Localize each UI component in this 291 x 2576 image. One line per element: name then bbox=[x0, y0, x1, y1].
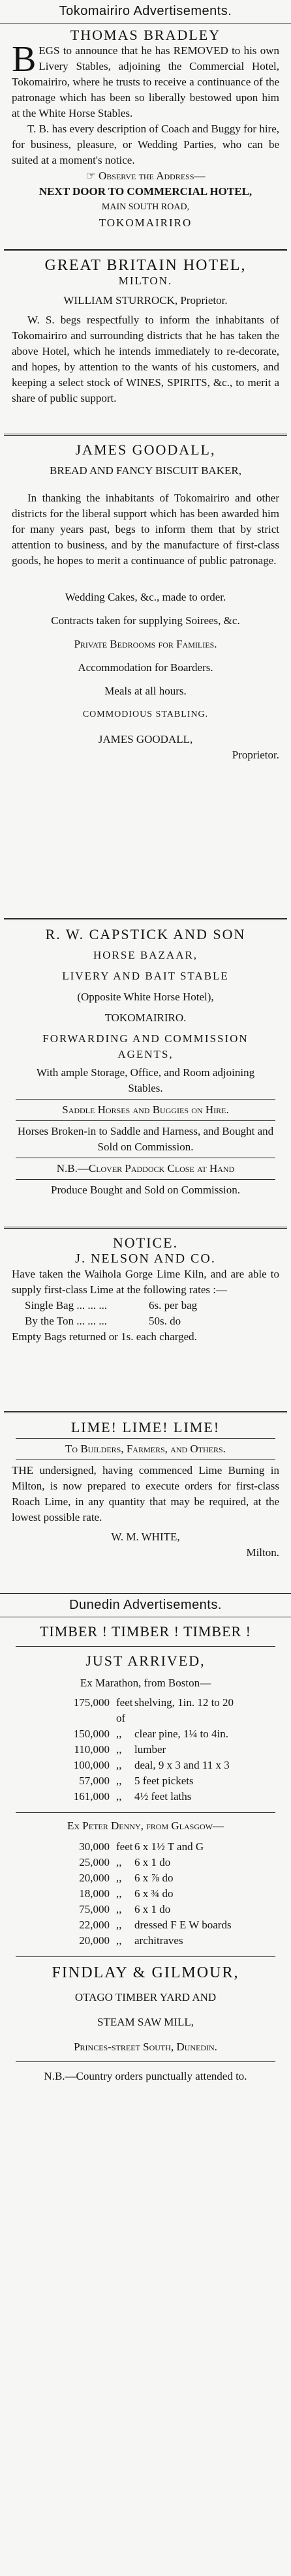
timber-row bbox=[12, 1789, 279, 1805]
timber-unit: feet bbox=[116, 1840, 133, 1853]
address-line: TOKOMAIRIRO bbox=[99, 217, 192, 229]
timber-item: lumber bbox=[134, 1743, 166, 1756]
timber-item: 6 x 1 do bbox=[134, 1856, 171, 1868]
timber-qty: 57,000 bbox=[79, 1775, 110, 1787]
timber-qty: 18,000 bbox=[79, 1887, 110, 1900]
ad-findlay-gilmour bbox=[0, 1617, 291, 2251]
divider bbox=[4, 1227, 287, 1229]
timber-row bbox=[12, 1773, 279, 1789]
timber-qty: 175,000 bbox=[73, 1696, 110, 1709]
timber-qty: 110,000 bbox=[74, 1743, 110, 1756]
ad-line: LIVERY AND BAIT STABLE bbox=[62, 970, 229, 982]
ad-line: Saddle Horses and Buggies on Hire. bbox=[62, 1103, 229, 1116]
ad-body: Have taken the Waihola Gorge Lime Kiln, and are able to supply first-class Lime at the following rates :— bbox=[12, 1268, 279, 1296]
ad-line: (Opposite White Horse Hotel), bbox=[77, 991, 214, 1003]
timber-unit: ,, bbox=[116, 1743, 122, 1756]
ad-proprietor: WILLIAM STURROCK, Proprietor. bbox=[63, 294, 228, 307]
ad-line: With ample Storage, Office, and Room adjoining Stables. bbox=[36, 1066, 255, 1094]
ad-title: LIME! LIME! LIME! bbox=[70, 1419, 221, 1435]
divider bbox=[4, 918, 287, 920]
timber-unit: ,, bbox=[116, 1919, 122, 1931]
ad-signature-place: Milton. bbox=[246, 1546, 279, 1559]
timber-qty: 25,000 bbox=[79, 1856, 110, 1868]
timber-item: clear pine, 1¼ to 4in. bbox=[134, 1728, 228, 1740]
timber-row bbox=[12, 1839, 279, 1855]
ad-line: Wedding Cakes, &c., made to order. bbox=[65, 591, 226, 603]
timber-qty: 20,000 bbox=[79, 1872, 110, 1884]
timber-row bbox=[12, 1855, 279, 1870]
ad-body: W. S. begs respectfully to inform the inhabitants of Tokomairiro and surrounding districts that he has taken the above Hotel, which he intends immediately to re-decorate, and hopes, by attention to the wants of his customers, and keeping a select stock of WINES, SPIRITS, &c., to merit a share of public support. bbox=[12, 314, 279, 404]
ad-headline: TIMBER ! TIMBER ! TIMBER ! bbox=[39, 1623, 252, 1640]
timber-unit: ,, bbox=[116, 1759, 122, 1771]
ad-trade: BREAD AND FANCY BISCUIT BAKER, bbox=[50, 464, 241, 477]
ad-title: GREAT BRITAIN HOTEL, bbox=[44, 257, 247, 274]
ad-body: T. B. has every description of Coach and Buggy for hire, for business, pleasure, or Wedding Parties, who can be suited at a moment's notice. bbox=[12, 123, 279, 166]
ad-place: MILTON. bbox=[118, 275, 173, 287]
timber-qty: 20,000 bbox=[79, 1934, 110, 1947]
ad-body: THE undersigned, having commenced Lime Burning in Milton, is now prepared to execute orders for first-class Roach Lime, in any quantity that may be required, at the lowest possible rate. bbox=[12, 1464, 279, 1523]
timber-unit: feet of bbox=[116, 1696, 133, 1724]
timber-row bbox=[12, 1758, 279, 1773]
ad-nelson bbox=[0, 1231, 291, 1409]
timber-item: 4½ feet laths bbox=[134, 1790, 192, 1803]
divider bbox=[4, 434, 287, 436]
divider bbox=[16, 1438, 275, 1439]
ad-firm: FINDLAY & GILMOUR, bbox=[52, 1964, 239, 1981]
ad-james-goodall bbox=[0, 438, 291, 916]
ad-signature: W. M. WHITE, bbox=[111, 1531, 180, 1543]
timber-qty: 22,000 bbox=[79, 1919, 110, 1931]
section-header-tokomairiro: Tokomairiro Advertisements. bbox=[0, 0, 291, 23]
ad-line: Accommodation for Boarders. bbox=[78, 661, 213, 674]
timber-unit: ,, bbox=[116, 1934, 122, 1947]
ad-line: N.B.—Clover Paddock Close at Hand bbox=[56, 1162, 235, 1175]
timber-unit: ,, bbox=[116, 1887, 122, 1900]
ad-ship: Ex Marathon, from Boston— bbox=[80, 1677, 211, 1689]
timber-unit: ,, bbox=[116, 1872, 122, 1884]
timber-qty: 30,000 bbox=[79, 1840, 110, 1853]
address-line: MAIN SOUTH ROAD, bbox=[101, 202, 190, 212]
ad-title: J. NELSON AND CO. bbox=[75, 1251, 216, 1266]
ad-signature-role: Proprietor. bbox=[232, 749, 279, 761]
divider bbox=[16, 1179, 275, 1180]
timber-item: 6 x 1 do bbox=[134, 1903, 171, 1915]
timber-qty: 75,000 bbox=[79, 1903, 110, 1915]
divider bbox=[16, 1646, 275, 1647]
ad-line: Contracts taken for supplying Soirees, &c. bbox=[51, 614, 240, 627]
ad-line: OTAGO TIMBER YARD AND bbox=[74, 1991, 217, 2003]
ad-title: R. W. CAPSTICK AND SON bbox=[45, 926, 246, 942]
timber-row bbox=[12, 1886, 279, 1902]
ad-line: TOKOMAIRIRO. bbox=[104, 1011, 187, 1024]
timber-qty: 161,000 bbox=[73, 1790, 110, 1803]
timber-list-marathon bbox=[12, 1695, 279, 1805]
ad-ship: Ex Peter Denny, from Glasgow— bbox=[67, 1820, 224, 1832]
ad-wm-white bbox=[0, 1416, 291, 1593]
ad-subtitle: To Builders, Farmers, and Others. bbox=[65, 1443, 226, 1455]
rate-row: Single Bag ... ... ... 6s. per bag bbox=[25, 1299, 198, 1311]
timber-row bbox=[12, 1933, 279, 1949]
timber-item: 5 feet pickets bbox=[134, 1775, 194, 1787]
timber-item: dressed F E W boards bbox=[134, 1919, 232, 1931]
timber-item: 6 x ⅞ do bbox=[134, 1872, 174, 1884]
timber-row bbox=[12, 1870, 279, 1886]
ad-line: Meals at all hours. bbox=[104, 685, 187, 697]
rate-row: By the Ton ... ... ... 50s. do bbox=[25, 1315, 181, 1327]
timber-item: architraves bbox=[134, 1934, 183, 1947]
timber-row bbox=[12, 1917, 279, 1933]
timber-item: shelving, 1in. 12 to 20 bbox=[134, 1696, 234, 1709]
timber-unit: ,, bbox=[116, 1856, 122, 1868]
ad-title: THOMAS BRADLEY bbox=[70, 27, 221, 43]
timber-row bbox=[12, 1742, 279, 1758]
ad-arrived: JUST ARRIVED, bbox=[85, 1653, 206, 1669]
ad-address: Princes-street South, Dunedin. bbox=[74, 2041, 217, 2053]
timber-unit: ,, bbox=[116, 1728, 122, 1740]
ad-line: Private Bedrooms for Families. bbox=[74, 638, 217, 650]
divider bbox=[16, 1812, 275, 1813]
timber-row bbox=[12, 1695, 279, 1726]
ad-line: Horses Broken-in to Saddle and Harness, and Bought and Sold on Commission. bbox=[17, 1125, 274, 1153]
ad-line: STEAM SAW MILL, bbox=[97, 2016, 194, 2028]
ad-line: COMMODIOUS STABLING. bbox=[82, 710, 209, 719]
ad-capstick bbox=[0, 923, 291, 1224]
divider bbox=[4, 249, 287, 251]
timber-unit: ,, bbox=[116, 1775, 122, 1787]
divider bbox=[16, 1099, 275, 1100]
timber-item: 6 x 1½ T and G bbox=[134, 1840, 204, 1853]
timber-unit: ,, bbox=[116, 1790, 122, 1803]
timber-row bbox=[12, 1726, 279, 1742]
timber-qty: 100,000 bbox=[73, 1759, 110, 1771]
ad-signature: JAMES GOODALL, bbox=[98, 733, 193, 745]
ad-line: Empty Bags returned or 1s. each charged. bbox=[12, 1330, 197, 1343]
timber-unit: ,, bbox=[116, 1903, 122, 1915]
ad-line: FORWARDING AND COMMISSION AGENTS, bbox=[42, 1032, 249, 1060]
drop-cap: B bbox=[12, 39, 37, 80]
section-header-dunedin: Dunedin Advertisements. bbox=[0, 1593, 291, 1617]
ad-body: BEGS to announce that he has REMOVED to his own Livery Stables, adjoining the Commercial Hotel, Tokomairiro, where he trusts to receive a continuance of the patronage which has been so liberally bestowed upon him at the White Horse Stables. bbox=[12, 39, 279, 119]
ad-line: HORSE BAZAAR, bbox=[93, 949, 198, 961]
divider bbox=[16, 1120, 275, 1121]
divider bbox=[4, 1411, 287, 1413]
ad-line: Produce Bought and Sold on Commission. bbox=[51, 1184, 240, 1196]
timber-item: 6 x ¾ do bbox=[134, 1887, 174, 1900]
divider bbox=[16, 1956, 275, 1957]
ad-notice: NOTICE. bbox=[112, 1235, 179, 1251]
address-note: ☞ Observe the Address— bbox=[85, 170, 206, 182]
timber-qty: 150,000 bbox=[73, 1728, 110, 1740]
timber-row bbox=[12, 1902, 279, 1917]
address-line: NEXT DOOR TO COMMERCIAL HOTEL, bbox=[38, 185, 253, 198]
ad-nb: N.B.—Country orders punctually attended to. bbox=[44, 2070, 247, 2082]
ad-body: In thanking the inhabitants of Tokomairiro and other districts for the liberal support which has been awarded him for many years past, begs to inform them that by strict attention to business, and by the manufacture of first-class goods, he hopes to merit a continuance of public patronage. bbox=[12, 492, 279, 567]
divider bbox=[16, 2061, 275, 2062]
ad-great-britain-hotel bbox=[0, 254, 291, 431]
timber-item: deal, 9 x 3 and 11 x 3 bbox=[134, 1759, 230, 1771]
ad-thomas-bradley bbox=[0, 23, 291, 247]
timber-list-peter-denny bbox=[12, 1839, 279, 1949]
ad-title: JAMES GOODALL, bbox=[75, 442, 216, 458]
